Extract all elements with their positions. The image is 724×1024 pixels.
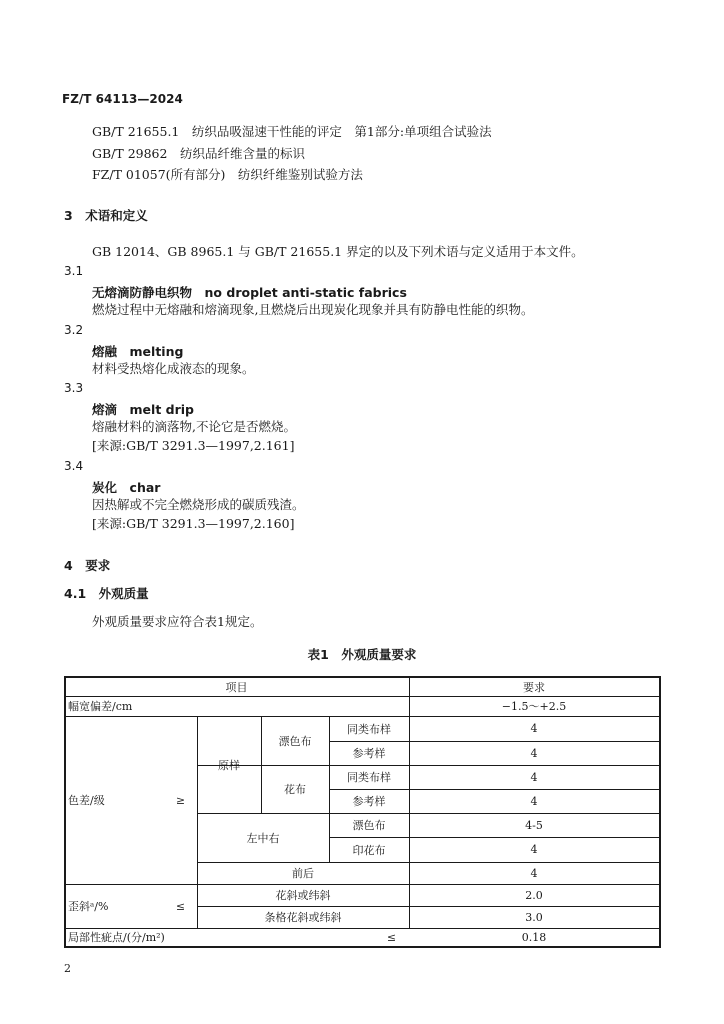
value-cell: 3.0 [525, 910, 543, 924]
term-title: 熔滴 melt drip [92, 402, 194, 417]
left-center-right: 左中右 [246, 831, 280, 845]
same-kind-sample: 同类布样 [347, 722, 391, 736]
header-item: 项目 [225, 680, 248, 694]
plain-cloth: 漂色布 [278, 734, 312, 748]
term-number: 3.1 [64, 264, 84, 278]
value-cell: 4 [530, 843, 538, 856]
front-back: 前后 [292, 867, 314, 880]
term-definition: 燃烧过程中无熔融和熔滴现象,且燃烧后出现炭化现象并具有防静电性能的织物。 [92, 302, 534, 317]
bleached-cloth: 漂色布 [352, 819, 386, 832]
value-cell: 4 [530, 866, 538, 880]
same-kind-sample: 同类布样 [347, 771, 391, 784]
value-cell: 4-5 [525, 818, 543, 832]
local-defect-label: 局部性疵点/(分/m²) [68, 931, 165, 944]
term-title: 炭化 char [92, 480, 161, 495]
printed-cloth: 花布 [284, 783, 306, 796]
section-intro: GB 12014、GB 8965.1 与 GB/T 21655.1 界定的以及下列术语与定义适用于本文件。 [92, 244, 584, 259]
header-requirement: 要求 [523, 680, 545, 694]
section-heading: 4 要求 [64, 558, 111, 573]
reference-sample: 参考样 [352, 795, 386, 808]
local-defect-op: ≤ [386, 930, 397, 944]
subsection-heading: 4.1 外观质量 [64, 586, 149, 601]
term-source: [来源:GB/T 3291.3—1997,2.160] [92, 516, 295, 531]
color-difference-label: 色差/级 [68, 794, 105, 807]
width-deviation-value: −1.5～+2.5 [501, 700, 567, 713]
section-text: 外观质量要求应符合表1规定。 [92, 614, 263, 629]
skew-label: 歪斜ᵃ/% [68, 900, 109, 913]
value-cell: 4 [530, 770, 538, 784]
term-source: [来源:GB/T 3291.3—1997,2.161] [92, 438, 295, 453]
term-number: 3.3 [64, 381, 84, 395]
reference-sample: 参考样 [352, 747, 386, 760]
term-definition: 材料受热熔化成液态的现象。 [92, 361, 255, 376]
term-title: 熔融 melting [92, 344, 184, 359]
term-number: 3.4 [64, 459, 84, 473]
value-cell: 4 [530, 722, 538, 735]
reference-item: GB/T 21655.1 纺织品吸湿速干性能的评定 第1部分:单项组合试验法 [92, 124, 492, 139]
table-caption: 表1 外观质量要求 [307, 647, 417, 662]
appearance-quality-table [64, 676, 661, 948]
term-title: 无熔滴防静电织物 no droplet anti-static fabrics [92, 285, 407, 300]
original-sample: 原样 [218, 758, 240, 772]
reference-item: FZ/T 01057(所有部分) 纺织纤维鉴别试验方法 [92, 167, 363, 182]
skew-row-1: 花斜或纬斜 [275, 889, 331, 902]
skew-row-2: 条格花斜或纬斜 [264, 911, 342, 924]
value-cell: 2.0 [525, 888, 543, 902]
reference-item: GB/T 29862 纺织品纤维含量的标识 [92, 146, 305, 161]
width-deviation-label: 幅宽偏差/cm [68, 700, 133, 713]
standard-id: FZ/T 64113—2024 [62, 92, 183, 106]
term-number: 3.2 [64, 323, 84, 337]
value-cell: 0.18 [521, 930, 547, 944]
value-cell: 4 [530, 794, 538, 808]
term-definition: 因热解或不完全燃烧形成的碳质残渣。 [92, 497, 305, 512]
print-cloth: 印花布 [352, 843, 386, 857]
color-op: ≥ [175, 793, 186, 807]
page-number: 2 [64, 962, 71, 975]
value-cell: 4 [530, 746, 538, 760]
section-heading: 3 术语和定义 [64, 208, 148, 223]
term-definition: 熔融材料的滴落物,不论它是否燃烧。 [92, 419, 296, 434]
skew-op: ≤ [175, 899, 186, 913]
